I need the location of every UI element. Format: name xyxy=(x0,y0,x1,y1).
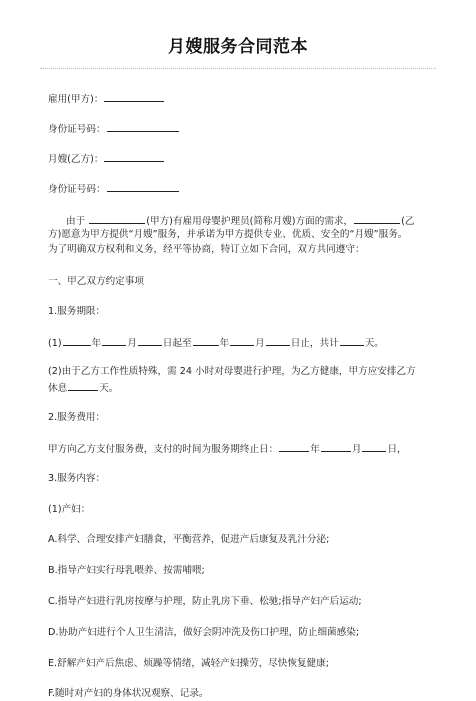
blank-year-1 xyxy=(63,334,91,346)
nanny-field xyxy=(48,150,440,167)
period-line xyxy=(48,334,440,351)
nanny-blank xyxy=(104,150,164,162)
mother-heading: (1)产妇： xyxy=(48,504,91,515)
page-title: 月嫂服务合同范本 xyxy=(168,37,308,57)
blank-rest-days xyxy=(68,379,98,391)
blank-year-2 xyxy=(193,334,219,346)
title-divider xyxy=(40,68,436,69)
period-num: (1) xyxy=(48,338,62,349)
period-heading: 1.服务期限： xyxy=(48,306,106,317)
employer-id-blank xyxy=(107,120,179,132)
intro-blank-1 xyxy=(89,212,145,224)
rest-days-label: 天。 xyxy=(99,383,119,394)
fee-line xyxy=(48,440,440,457)
blank-fee-year xyxy=(279,440,309,452)
section-heading: 一、甲乙双方约定事项 xyxy=(48,276,144,287)
nanny-id-field xyxy=(48,180,440,197)
month-label-1: 月 xyxy=(127,338,137,349)
rest-line-1: (2)由于乙方工作性质特殊，需 24 小时对母婴进行护理，为乙方健康，甲方应安排乙方 xyxy=(48,366,416,377)
blank-month-1 xyxy=(102,334,126,346)
fee-text: 甲方向乙方支付服务费，支付的时间为服务期终止日： xyxy=(48,444,279,455)
year-label-2: 年 xyxy=(219,338,230,349)
service-item: B.指导产妇实行母乳喂养、按需哺喂; xyxy=(48,565,205,576)
service-item: F.随时对产妇的身体状况观察、记录。 xyxy=(48,688,209,699)
days-label: 天。 xyxy=(364,338,384,349)
employer-label: 雇用(甲方)： xyxy=(48,94,104,105)
employer-blank xyxy=(104,90,164,102)
intro-line-2: 方)愿意为甲方提供“月嫂”服务，并承诺为甲方提供专业、优质、安全的“月嫂”服务。 xyxy=(48,229,408,240)
month-label-2: 月 xyxy=(255,338,265,349)
rest-line-2 xyxy=(48,379,440,396)
intro-blank-2 xyxy=(354,212,400,224)
employer-field xyxy=(48,90,440,107)
employer-id-field xyxy=(48,120,440,137)
rest-label: 休息 xyxy=(48,383,68,394)
blank-day-1 xyxy=(138,334,162,346)
fee-year-label: 年 xyxy=(310,444,320,455)
intro-text-b: (甲方)有雇用母婴护理员(简称月嫂)方面的需求， xyxy=(146,216,354,227)
nanny-id-label: 身份证号码： xyxy=(48,184,106,195)
blank-month-2 xyxy=(230,334,254,346)
day-label-2: 日止，共计 xyxy=(290,338,339,349)
fee-heading: 2.服务费用： xyxy=(48,412,106,423)
service-item: E.舒解产妇产后焦虑、烦躁等情绪，减轻产妇操劳，尽快恢复健康; xyxy=(48,658,329,669)
employer-id-label: 身份证号码： xyxy=(48,124,106,135)
nanny-label: 月嫂(乙方)： xyxy=(48,154,104,165)
fee-month-label: 月 xyxy=(351,444,362,455)
content-heading: 3.服务内容： xyxy=(48,473,106,484)
year-label-1: 年 xyxy=(91,338,102,349)
blank-total-days xyxy=(340,334,364,346)
service-item: D.协助产妇进行个人卫生清洁，做好会阴冲洗及伤口护理，防止细菌感染; xyxy=(48,627,360,638)
blank-day-2 xyxy=(266,334,290,346)
fee-day-label: 日， xyxy=(387,444,407,455)
intro-text-c: (乙 xyxy=(401,216,415,227)
intro-line-3: 为了明确双方权利和义务，经平等协商，特订立如下合同，双方共同遵守： xyxy=(48,244,365,255)
day-label-1: 日起至 xyxy=(162,338,192,349)
blank-fee-month xyxy=(321,440,351,452)
intro-text-a: 由于 xyxy=(66,216,86,227)
blank-fee-day xyxy=(362,440,386,452)
nanny-id-blank xyxy=(107,180,179,192)
service-item: C.指导产妇进行乳房按摩与护理，防止乳房下垂、松驰;指导产妇产后运动; xyxy=(48,596,362,607)
service-item: A.科学、合理安排产妇膳食，平衡营养，促进产后康复及乳汁分泌; xyxy=(48,534,330,545)
